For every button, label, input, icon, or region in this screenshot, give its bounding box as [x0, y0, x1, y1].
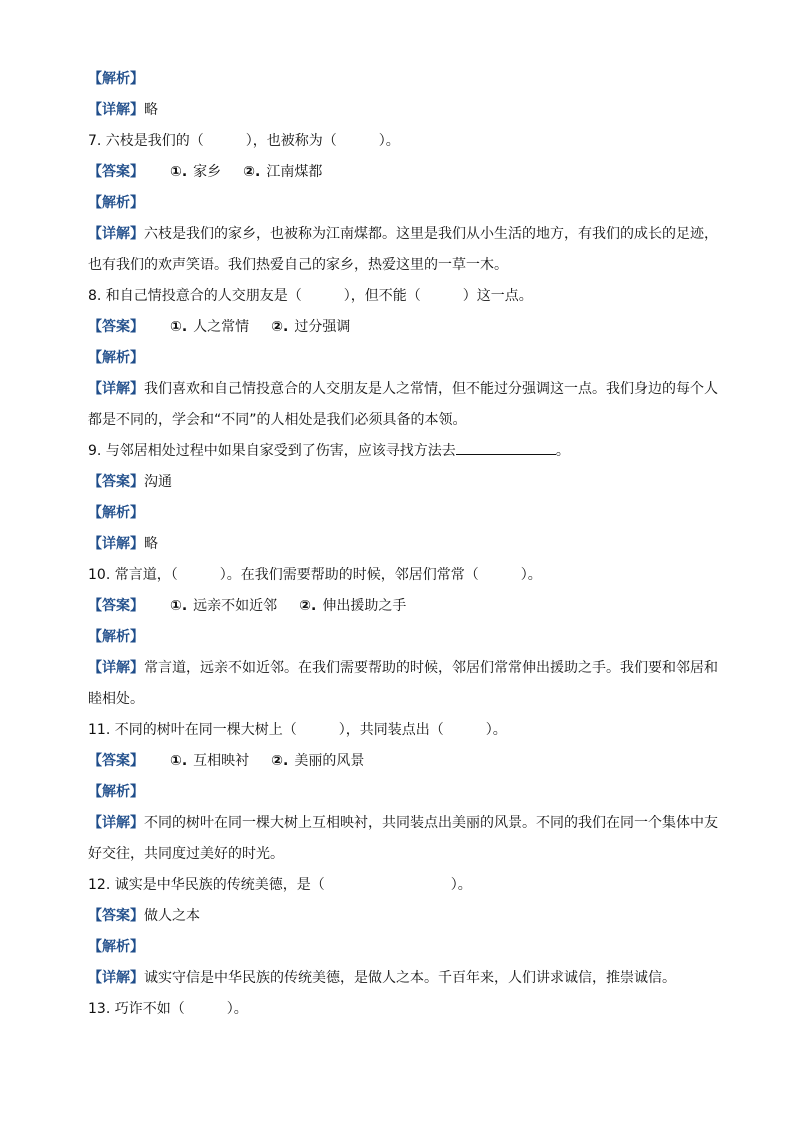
- detail-7: 【详解】六枝是我们的家乡，也被称为江南煤都。这里是我们从小生活的地方，有我们的成长的足迹，也有我们的欢声笑语。我们热爱自己的家乡，热爱这里的一草一木。: [88, 226, 718, 273]
- document-page: [88, 64, 728, 1025]
- question-8: 8. 和自己情投意合的人交朋友是（ ），但不能（ ）这一点。: [88, 288, 533, 304]
- analysis-heading: 【解析】: [88, 71, 144, 87]
- answer-blank: [456, 440, 556, 455]
- answer-7: 【答案】 ①. 家乡 ②. 江南煤都: [88, 164, 323, 180]
- question-11: 11. 不同的树叶在同一棵大树上（ ），共同装点出（ ）。: [88, 722, 507, 738]
- detail-11: 【详解】不同的树叶在同一棵大树上互相映衬，共同装点出美丽的风景。不同的我们在同一个集体中友好交往，共同度过美好的时光。: [88, 815, 718, 862]
- analysis-heading: 【解析】: [88, 195, 144, 211]
- detail-10: 【详解】常言道，远亲不如近邻。在我们需要帮助的时候，邻居们常常伸出援助之手。我们要和邻居和睦相处。: [88, 660, 718, 707]
- question-10: 10. 常言道，（ ）。在我们需要帮助的时候，邻居们常常（ ）。: [88, 567, 542, 583]
- analysis-heading: 【解析】: [88, 939, 144, 955]
- question-13: 13. 巧诈不如（ ）。: [88, 1001, 248, 1017]
- analysis-heading: 【解析】: [88, 784, 144, 800]
- detail-12: 【详解】诚实守信是中华民族的传统美德，是做人之本。千百年来，人们讲求诚信，推崇诚信。: [88, 970, 676, 986]
- question-9: 9. 与邻居相处过程中如果自家受到了伤害，应该寻找方法去 。: [88, 436, 728, 467]
- answer-10: 【答案】 ①. 远亲不如近邻 ②. 伸出援助之手: [88, 598, 407, 614]
- answer-12: 【答案】做人之本: [88, 908, 200, 924]
- answer-8: 【答案】 ①. 人之常情 ②. 过分强调: [88, 319, 351, 335]
- analysis-heading: 【解析】: [88, 629, 144, 645]
- question-7: 7. 六枝是我们的（ ），也被称为（ ）。: [88, 133, 400, 149]
- answer-9: 【答案】沟通: [88, 474, 172, 490]
- analysis-heading: 【解析】: [88, 350, 144, 366]
- question-12: 12. 诚实是中华民族的传统美德，是（ ）。: [88, 877, 472, 893]
- analysis-heading: 【解析】: [88, 505, 144, 521]
- detail-line: 【详解】略: [88, 102, 158, 118]
- detail-9: 【详解】略: [88, 536, 158, 552]
- detail-8: 【详解】我们喜欢和自己情投意合的人交朋友是人之常情，但不能过分强调这一点。我们身边的每个人都是不同的，学会和“不同”的人相处是我们必须具备的本领。: [88, 381, 718, 428]
- answer-11: 【答案】 ①. 互相映衬 ②. 美丽的风景: [88, 753, 365, 769]
